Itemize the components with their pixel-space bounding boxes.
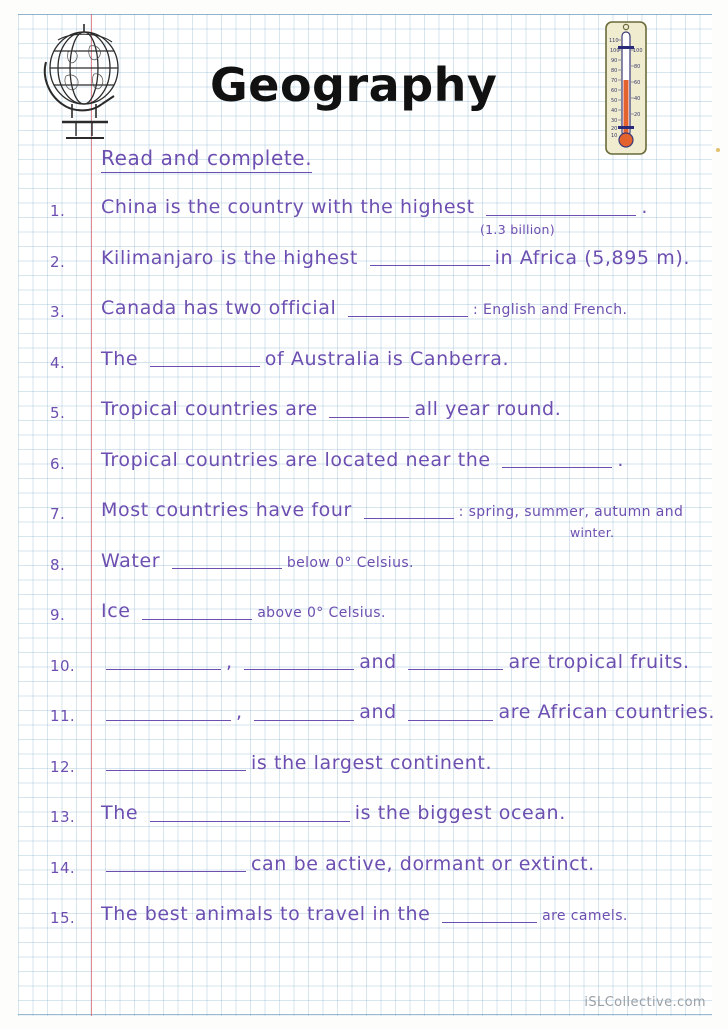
text-segment: Ice [101,600,131,622]
question-number: 15. [50,909,76,927]
svg-text:30: 30 [611,118,618,124]
text-segment: and [359,701,397,723]
text-segment: : spring, summer, autumn and [458,504,684,520]
question-text [101,196,648,218]
question-number: 3. [50,303,66,321]
answer-blank[interactable] [408,705,493,721]
globe-icon [32,18,137,153]
answer-blank[interactable] [150,351,260,367]
question-text [101,398,561,420]
question-text [101,853,595,875]
svg-text:60: 60 [634,80,641,86]
question-note: winter. [570,525,615,540]
answer-blank[interactable] [106,755,246,771]
question-text [101,247,690,269]
answer-blank[interactable] [150,806,350,822]
text-segment: and [359,650,397,673]
question-text [101,499,683,521]
text-segment: are African countries. [498,701,716,723]
question-row [50,752,710,786]
question-number: 1. [50,202,66,220]
question-text [101,651,690,673]
answer-blank[interactable] [502,452,612,468]
question-number: 13. [50,808,76,826]
question-text [101,802,566,824]
question-text [101,903,628,925]
answer-blank[interactable] [348,301,468,317]
question-text [101,701,715,723]
grid-bottom-edge [18,1014,712,1015]
instruction-text: Read and complete. [101,146,312,173]
answer-blank[interactable] [106,856,246,872]
text-segment: below 0° Celsius. [286,554,414,571]
answer-blank[interactable] [254,705,354,721]
text-segment: Canada has two official [101,297,337,319]
question-row [50,903,710,937]
question-number: 8. [50,555,66,574]
question-row [50,600,710,634]
paper-speck [716,148,720,152]
question-row [50,449,710,483]
svg-text:70: 70 [611,78,618,84]
text-segment: The [101,347,139,370]
question-number: 6. [50,454,66,473]
question-row [50,398,710,432]
answer-blank[interactable] [486,200,636,216]
text-segment: The best animals to travel in the [101,903,431,925]
thermometer-icon [596,18,656,158]
answer-blank[interactable] [106,654,221,670]
question-text [101,449,624,471]
text-segment: China is the country with the highest [101,196,475,218]
question-number: 5. [50,404,66,422]
text-segment: in Africa (5,895 m). [494,246,691,269]
question-row [50,247,710,281]
question-text [101,600,386,622]
question-row [50,651,710,685]
text-segment: Tropical countries are [101,398,318,420]
question-number: 10. [50,656,76,675]
text-segment: are tropical fruits. [508,650,690,673]
answer-blank[interactable] [370,250,490,266]
answer-blank[interactable] [364,503,454,519]
question-note: (1.3 billion) [480,222,555,237]
svg-text:90: 90 [611,58,618,64]
text-segment: above 0° Celsius. [257,605,386,621]
svg-text:100: 100 [633,48,643,54]
question-number: 7. [50,505,66,523]
text-segment: : English and French. [472,302,628,318]
svg-text:40: 40 [611,108,618,114]
answer-blank[interactable] [172,553,282,569]
text-segment: Most countries have four [101,499,352,521]
svg-text:40: 40 [634,96,641,102]
question-text [101,550,414,572]
question-row [50,348,710,382]
page-title: Geography [210,58,498,112]
text-segment: , [226,650,233,673]
question-number: 2. [50,252,66,271]
question-number: 12. [50,757,76,776]
question-row [50,701,716,735]
text-segment: Water [101,549,161,572]
answer-blank[interactable] [329,402,409,418]
question-number: 11. [50,707,76,725]
question-text [101,348,509,370]
svg-text:60: 60 [611,88,618,94]
question-row [50,802,710,836]
text-segment: Tropical countries are located near the [101,448,491,471]
question-row [50,196,710,237]
text-segment: all year round. [414,398,562,420]
question-row [50,853,710,887]
svg-text:80: 80 [611,68,618,74]
question-row [50,499,710,540]
question-number: 14. [50,858,76,877]
text-segment: , [236,701,243,723]
footer-credit: iSLCollective.com [584,995,706,1010]
text-segment: is the largest continent. [251,751,493,774]
svg-text:10: 10 [611,133,618,139]
text-segment: Kilimanjaro is the highest [101,246,358,269]
svg-text:50: 50 [611,98,618,104]
answer-blank[interactable] [442,907,537,923]
question-row [50,297,710,331]
question-text [101,752,492,774]
text-segment: are camels. [542,908,628,924]
answer-blank[interactable] [408,654,503,670]
text-segment: . [641,196,648,218]
text-segment: is the biggest ocean. [354,802,566,824]
question-row [50,550,710,584]
svg-text:20: 20 [634,112,641,118]
text-segment: can be active, dormant or extinct. [251,852,595,875]
question-text [101,297,627,319]
text-segment: of Australia is Canberra. [264,347,510,370]
question-number: 9. [50,606,66,624]
svg-text:110: 110 [609,38,619,44]
answer-blank[interactable] [244,654,354,670]
svg-text:100: 100 [610,48,620,54]
answer-blank[interactable] [142,604,252,620]
text-segment: The [101,802,139,824]
text-segment: . [617,448,624,471]
question-number: 4. [50,353,66,372]
grid-top-edge [18,14,712,15]
svg-text:80: 80 [634,64,641,70]
svg-text:20: 20 [611,126,618,132]
answer-blank[interactable] [106,705,231,721]
